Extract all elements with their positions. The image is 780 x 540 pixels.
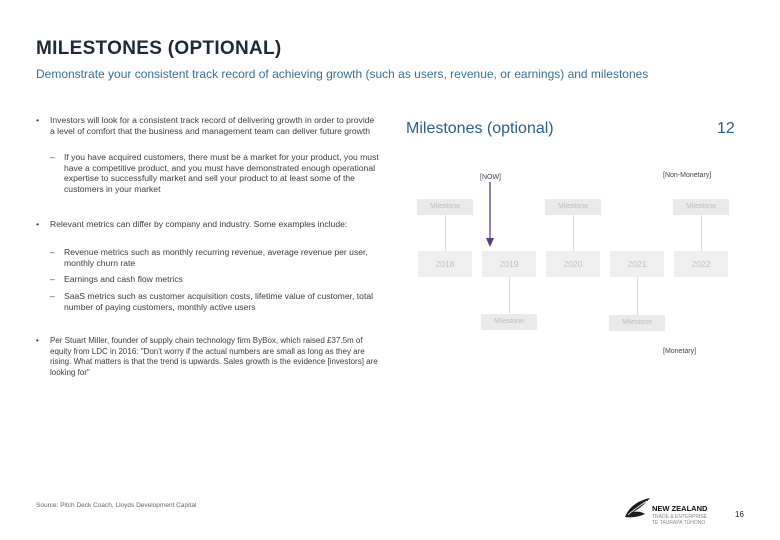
year-box: 2022 bbox=[674, 251, 728, 277]
bullet-dot: • bbox=[36, 219, 40, 229]
monetary-label: [Monetary] bbox=[663, 348, 697, 355]
milestone-box: Milestone bbox=[673, 199, 729, 215]
sub-bullet-text: If you have acquired customers, there must be a market for your product, you must have a competitive product, and you must have demonstrated enough operational expertise to successfully market and sell your product to at least some of the customers in your market bbox=[64, 152, 379, 194]
sub-bullet-text: SaaS metrics such as customer acquisition costs, lifetime value of customer, total number of paying customers, monthly active users bbox=[64, 291, 374, 312]
brand-sub-line: TRADE & ENTERPRISE bbox=[652, 514, 708, 520]
sub-bullet-text: Earnings and cash flow metrics bbox=[64, 274, 183, 284]
connector-line bbox=[573, 215, 574, 251]
connector-line bbox=[509, 277, 510, 313]
bullet-item bbox=[36, 115, 381, 136]
page-title: MILESTONES (OPTIONAL) bbox=[36, 38, 282, 59]
connector-line bbox=[445, 215, 446, 251]
diagram-number: 12 bbox=[717, 120, 735, 137]
brand-name: NEW ZEALAND bbox=[652, 504, 708, 513]
year-box: 2020 bbox=[546, 251, 600, 277]
brand-sub-line: TE TAURAPA TŪHONO bbox=[652, 520, 706, 526]
non-monetary-label: [Non-Monetary] bbox=[663, 172, 712, 179]
year-box: 2021 bbox=[610, 251, 664, 277]
sub-bullet-item bbox=[50, 247, 380, 268]
bullet-text: Per Stuart Miller, founder of supply chain technology firm ByBox, which raised £37.5m of equity from LDC in 2016: "Don't worry if the actual numbers are small as long as they are rising. What matters is that the trend is upwards. Sales growth is the evidence [investors] are looking for" bbox=[50, 336, 378, 377]
year-box: 2018 bbox=[418, 251, 472, 277]
sub-bullet-dash: – bbox=[50, 291, 55, 301]
bullet-item bbox=[36, 219, 381, 230]
milestone-box: Milestone bbox=[609, 315, 665, 331]
fern-logo-icon bbox=[623, 495, 653, 521]
milestone-box: Milestone bbox=[417, 199, 473, 215]
sub-bullet-item bbox=[50, 152, 380, 194]
now-arrow bbox=[484, 180, 498, 250]
bullet-item bbox=[36, 336, 381, 378]
connector-line bbox=[701, 215, 702, 251]
sub-bullet-text: Revenue metrics such as monthly recurring revenue, average revenue per user, monthly churn rate bbox=[64, 247, 368, 268]
milestone-box: Milestone bbox=[545, 199, 601, 215]
sub-bullet-dash: – bbox=[50, 274, 55, 284]
milestone-box: Milestone bbox=[481, 314, 537, 330]
brand-subtitle bbox=[652, 514, 707, 526]
source-note: Source: Pitch Deck Coach, Lloyds Development Capital bbox=[36, 502, 197, 509]
page-subtitle: Demonstrate your consistent track record of achieving growth (such as users, revenue, or earnings) and milestones bbox=[36, 67, 649, 81]
sub-bullet-dash: – bbox=[50, 152, 55, 162]
bullet-dot: • bbox=[36, 336, 39, 345]
bullet-dot: • bbox=[36, 115, 40, 125]
now-label: [NOW] bbox=[480, 174, 501, 181]
sub-bullet-item bbox=[50, 274, 380, 285]
bullet-text: Relevant metrics can differ by company and industry. Some examples include: bbox=[50, 219, 348, 229]
diagram-title: Milestones (optional) bbox=[406, 120, 554, 137]
connector-line bbox=[637, 277, 638, 315]
page-number: 16 bbox=[735, 510, 744, 519]
bullet-text: Investors will look for a consistent track record of delivering growth in order to provide a level of comfort that the business and management team can deliver future growth bbox=[50, 115, 375, 136]
year-box: 2019 bbox=[482, 251, 536, 277]
sub-bullet-item bbox=[50, 291, 380, 312]
sub-bullet-dash: – bbox=[50, 247, 55, 257]
